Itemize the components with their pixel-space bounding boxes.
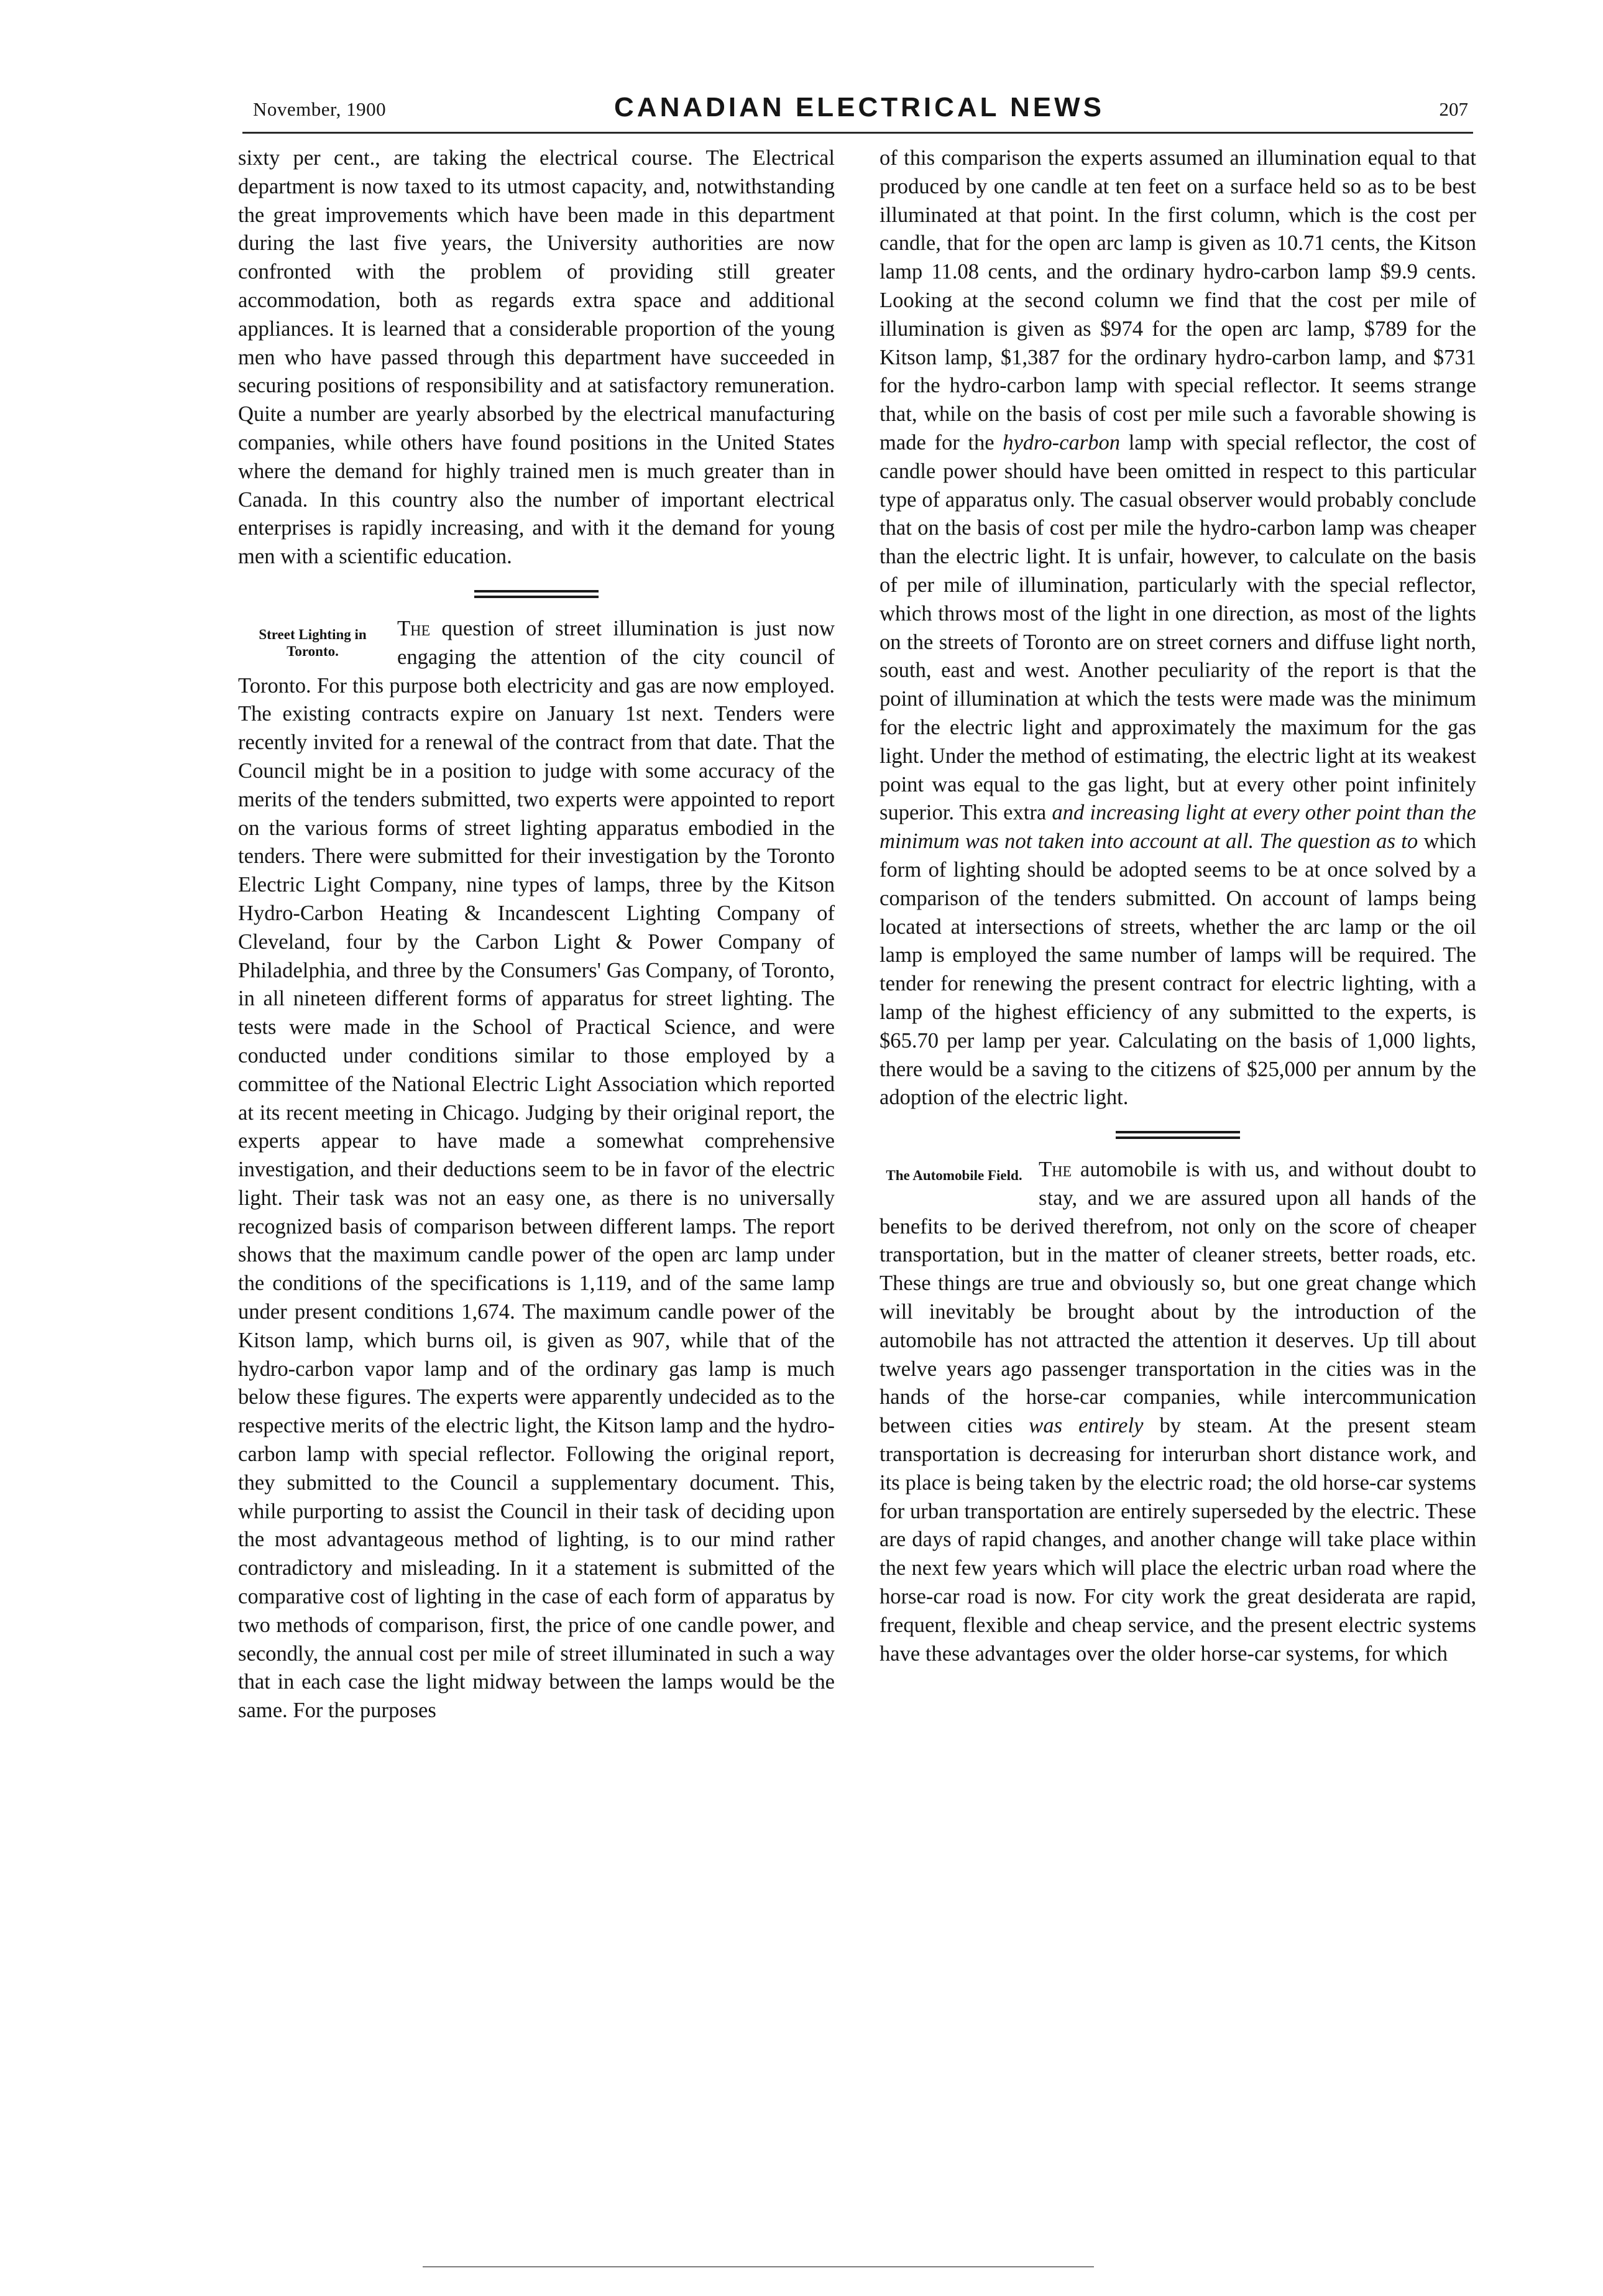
street-lighting-article — [238, 615, 835, 1725]
automobile-article — [880, 1156, 1476, 1668]
university-paragraph: sixty per cent., are taking the electrical course. The Electrical department is now taxed to its utmost capacity, and, notwithstanding the great improvements which have been made in this department during the last five years, the University authorities are now confronted with the problem of providing still greater accommodation, both as regards extra space and additional appliances. It is learned that a considerable proportion of the young men who have passed through this department have succeeded in securing positions of responsibility and at satisfactory remuneration. Quite a number are yearly absorbed by the electrical manufacturing companies, while others have found positions in the United States where the demand for highly trained men is much greater than in Canada. In this country also the number of important electrical enterprises is rapidly increasing, and with it the demand for young men with a scientific education. — [238, 146, 835, 569]
automobile-italic: was entirely — [1029, 1414, 1144, 1438]
comparison-text-1: of this comparison the experts assumed an illumination equal to that produced by one candle at ten feet on a surface held so as to be best illuminated at that point. In the first column, which is the cost per candle, that for the open arc lamp is given as 10.71 cents, the Kitson lamp 11.08 cents, and the ordinary hydro-carbon lamp $9.9 cents. Looking at the second column we find that the cost per mile of illumination is given as $974 for the open arc lamp, $789 for the Kitson lamp, $1,387 for the ordinary hydro-carbon lamp, and $731 for the hydro-carbon lamp with special reflector. It seems strange that, while on the basis of cost per mile such a favorable showing is made for the — [880, 146, 1476, 454]
comparison-italic-2: and increasing light at every other point than the minimum was not taken into account at all. The question as to — [880, 801, 1476, 854]
page-number: 207 — [1439, 98, 1468, 120]
running-header — [246, 92, 1473, 131]
section-separator — [474, 571, 599, 615]
comparison-italic-1: hydro-carbon — [1003, 430, 1121, 454]
automobile-body-1: automobile is with us, and without doubt to stay, and we are assured upon all hands of the benefits to be derived therefrom, not only on the score of cheaper transportation, but in the matter of cleaner streets, better roads, etc. These things are true and obviously so, but one great change which will inevitably be brought about by the introduction of the automobile has not attracted the attention it deserves. Up till about twelve years ago passenger transportation in the cities was in the hands of the horse-car companies, while intercommunication between cities — [880, 1158, 1476, 1438]
street-lighting-sidehead: Street Lighting in Toronto. — [259, 626, 367, 659]
issue-date: November, 1900 — [253, 98, 387, 120]
right-column — [880, 144, 1476, 1668]
street-lighting-lead-word: The — [397, 616, 431, 640]
automobile-body-2: by steam. At the present steam transportation is decreasing for interurban short distance work, and its place is being taken by the electric road; the old horse-car systems for urban transportation are entirely superseded by the electric. These are days of rapid changes, and another change will take place within the next few years which will place the electric urban road where the horse-car road is now. For city work the great desiderata are rapid, frequent, flexible and cheap service, and the present electric systems have these advantages over the older horse-car systems, for which — [880, 1414, 1477, 1666]
automobile-lead-word: The — [1039, 1158, 1072, 1182]
bottom-rule — [423, 2266, 1094, 2267]
comparison-text-3: which form of lighting should be adopted seems to be at once solved by a comparison of the tenders submitted. On account of lamps being located at intersections of streets, whether the arc lamp or the oil lamp is employed the same number of lamps will be required. The tender for renewing the present contract for electric lighting, with a lamp of the highest efficiency of any submitted to the experts, is $65.70 per lamp per year. Calculating on the basis of 1,000 lights, there would be a saving to the citizens of $25,000 per annum by the adoption of the electric light. — [880, 829, 1476, 1110]
journal-title: CANADIAN ELECTRICAL NEWS — [614, 92, 1105, 122]
comparison-text-2: lamp with special reflector, the cost of candle power should have been omitted in respect to this particular type of apparatus only. The casual observer would probably conclude that on the basis of cost per mile the hydro-carbon lamp was cheaper than the electric light. It is unfair, however, to calculate on the basis of per mile of illumination, particularly with the special reflector, which throws most of the light in one direction, as most of the lights on the streets of Toronto are on street corners and diffuse light north, south, east and west. Another peculiarity of the report is that the point of illumination at which the tests were made was the minimum for the electric light and approximately the maximum for the gas light. Under the method of estimating, the electric light at its weakest point was equal to the gas light, but at every other point infinitely superior. This extra — [880, 430, 1476, 825]
automobile-sidehead: The Automobile Field. — [886, 1168, 1022, 1184]
section-separator — [1116, 1112, 1240, 1156]
street-lighting-body: question of street illumination is just now engaging the attention of the city council of Toronto. For this purpose both electricity and gas are now employed. The existing contracts expire on January 1st next. Tenders were recently invited for a renewal of the contract from that date. That the Council might be in a position to judge with some accuracy of the merits of the tenders submitted, two experts were appointed to report on the various forms of street lighting apparatus embodied in the tenders. There were submitted for their investigation by the Toronto Electric Light Company, nine types of lamps, three by the Kitson Hydro-Carbon Heating & Incandescent Lighting Company of Cleveland, four by the Carbon Light & Power Company of Philadelphia, and three by the Consumers' Gas Company, of Toronto, in all nineteen different forms of apparatus for street lighting. The tests were made in the School of Practical Science, and were conducted under conditions similar to those employed by a committee of the National Electric Light Association which reported at its recent meeting in Chicago. Judging by their original report, the experts appear to have made a somewhat comprehensive investigation, and their deductions seem to be in favor of the electric light. Their task was not an easy one, as there is no universally recognized basis of comparison between different lamps. The report shows that the maximum candle power of the open arc lamp under the conditions of the specifications is 1,119, and of the same lamp under present conditions 1,674. The maximum candle power of the Kitson lamp, which burns oil, is given as 907, while that of the hydro-carbon vapor lamp and of the ordinary gas lamp is much below these figures. The experts were apparently undecided as to the respective merits of the electric light, the Kitson lamp and the hydro-carbon lamp with special reflector. Following the original report, they submitted to the Council a supplementary document. This, while purporting to assist the Council in their task of deciding upon the most advantageous method of lighting, is to our mind rather contradictory and misleading. In it a statement is submitted of the comparative cost of lighting in the case of each form of apparatus by two methods of comparison, first, the price of one candle power, and secondly, the annual cost per mile of street illuminated in such a way that in each case the light midway between the lamps would be the same. For the purposes — [238, 616, 835, 1723]
header-rule — [242, 132, 1473, 134]
left-column — [238, 144, 835, 1725]
comparison-paragraph — [880, 144, 1476, 1112]
